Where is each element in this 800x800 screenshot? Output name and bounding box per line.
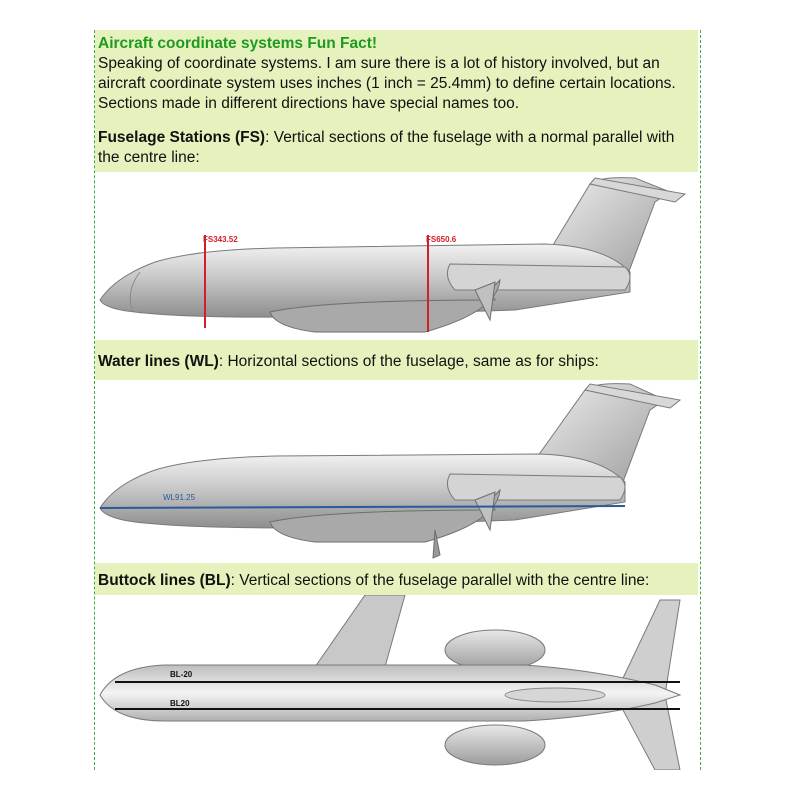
bl20-label: BL20 bbox=[170, 699, 190, 708]
fs650-label: FS650.6 bbox=[426, 235, 457, 244]
fun-fact-title: Aircraft coordinate systems Fun Fact! bbox=[98, 35, 378, 52]
water-lines-term: Water lines (WL) bbox=[98, 353, 219, 370]
fuselage-stations-desc-line-2: the centre line: bbox=[98, 149, 200, 166]
bl-minus-20-label: BL-20 bbox=[170, 670, 193, 679]
fuselage-stations-term: Fuselage Stations (FS) bbox=[98, 129, 266, 146]
fun-fact-line-3: Sections made in different directions have special names too. bbox=[98, 95, 520, 112]
wl91-label: WL91.25 bbox=[163, 493, 196, 502]
water-lines-heading bbox=[98, 352, 599, 372]
fuselage-stations-figure bbox=[95, 172, 698, 340]
buttock-lines-figure bbox=[95, 595, 698, 770]
aircraft-side-view-2 bbox=[100, 384, 680, 558]
fun-fact-line-1: Speaking of coordinate systems. I am sure there is a lot of history involved, but an bbox=[98, 55, 660, 72]
water-lines-desc: : Horizontal sections of the fuselage, same as for ships: bbox=[218, 353, 599, 370]
water-lines-figure bbox=[95, 380, 698, 563]
aircraft-side-view-1 bbox=[100, 178, 685, 332]
fun-fact-line-2: aircraft coordinate system uses inches (1 inch = 25.4mm) to define certain locations. bbox=[98, 75, 676, 92]
fs343-label: FS343.52 bbox=[203, 235, 238, 244]
buttock-lines-heading bbox=[98, 571, 649, 591]
fuselage-stations-desc: : Vertical sections of the fuselage with a normal parallel with bbox=[265, 129, 675, 146]
fuselage-stations-heading bbox=[98, 128, 674, 148]
buttock-lines-term: Buttock lines (BL) bbox=[98, 572, 231, 589]
buttock-lines-desc: : Vertical sections of the fuselage parallel with the centre line: bbox=[230, 572, 650, 589]
